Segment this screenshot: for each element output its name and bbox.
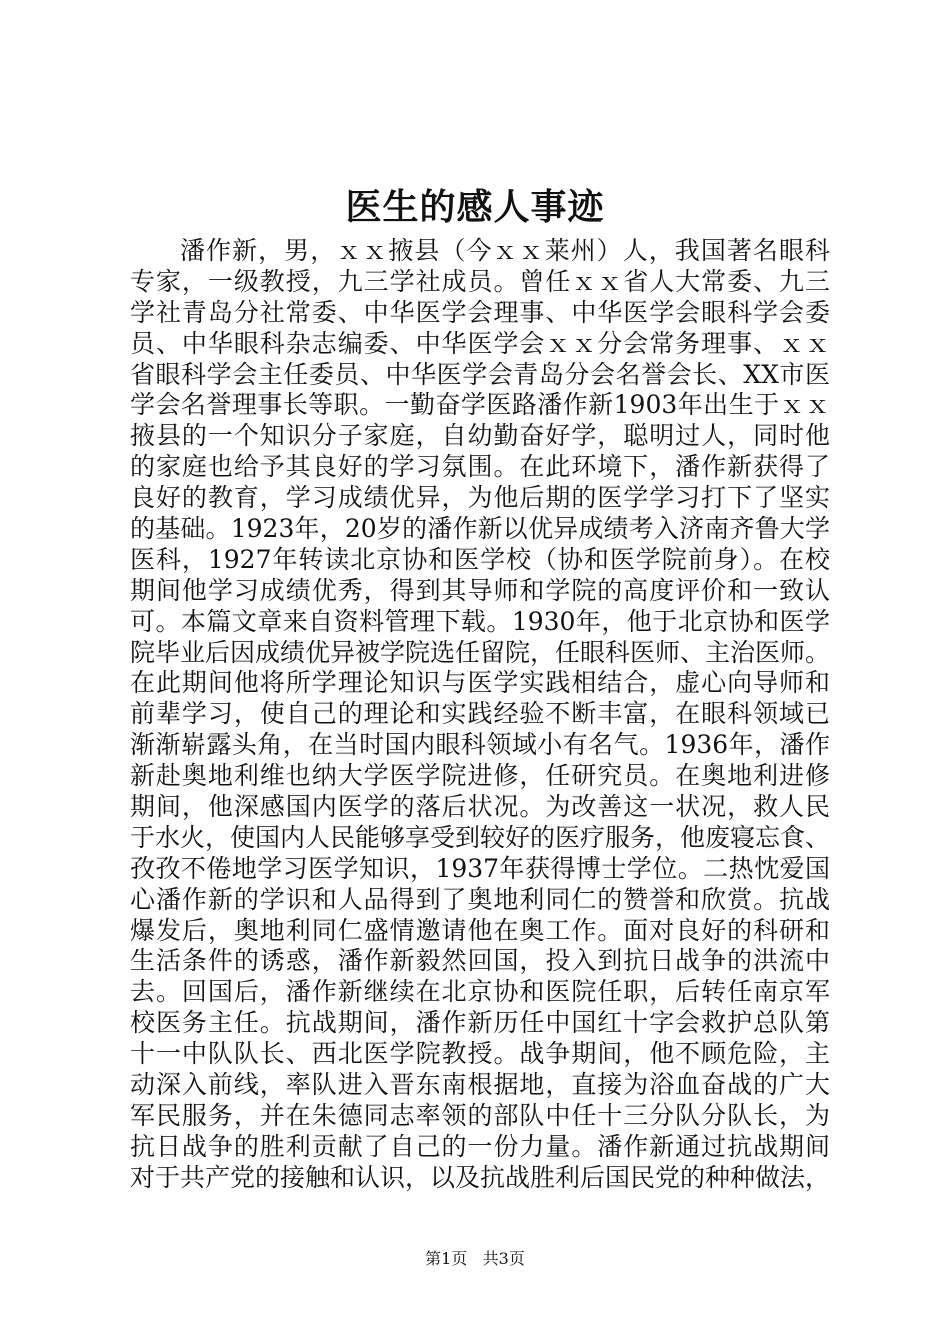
- body-line: 医科，1927年转读北京协和医学校（协和医学院前身）。在校: [130, 544, 830, 574]
- body-line: 省眼科学会主任委员、中华医学会青岛分会名誉会长、XX市医: [130, 359, 830, 389]
- body-line: 对于共产党的接触和认识，以及抗战胜利后国民党的种种做法，: [130, 1162, 831, 1192]
- body-line: 新赴奥地利维也纳大学医学院进修，任研究员。在奥地利进修: [130, 761, 830, 791]
- document-title: 医生的感人事迹: [345, 186, 605, 228]
- body-line: 军民服务，并在朱德同志率领的部队中任十三分队分队长，为: [130, 1100, 830, 1130]
- body-line: 动深入前线，率队进入晋东南根据地，直接为浴血奋战的广大: [130, 1070, 830, 1100]
- body-line: 爆发后，奥地利同仁盛情邀请他在奥工作。面对良好的科研和: [130, 915, 830, 945]
- page-number-current: 第1页: [425, 1249, 468, 1268]
- body-line: 校医务主任。抗战期间，潘作新历任中国红十字会救护总队第: [130, 1008, 830, 1038]
- body-line: 去。回国后，潘作新继续在北京协和医院任职，后转任南京军: [130, 977, 830, 1007]
- page-number-total: 共3页: [482, 1249, 525, 1268]
- body-line: 前辈学习，使自己的理论和实践经验不断丰富，在眼科领域已: [130, 699, 830, 729]
- body-line: 十一中队队长、西北医学院教授。战争期间，他不顾危险，主: [130, 1039, 830, 1069]
- body-line: 可。本篇文章来自资料管理下载。1930年，他于北京协和医学: [130, 606, 830, 636]
- body-line: 学社青岛分社常委、中华医学会理事、中华医学会眼科学会委: [130, 297, 830, 327]
- body-line: 潘作新，男，ｘｘ掖县（今ｘｘ莱州）人，我国著名眼科: [180, 236, 830, 265]
- body-line: 的家庭也给予其良好的学习氛围。在此环境下，潘作新获得了: [130, 452, 830, 482]
- body-line: 期间他学习成绩优秀，得到其导师和学院的高度评价和一致认: [130, 575, 830, 605]
- document-body: [130, 236, 830, 1194]
- body-line: 学会名誉理事长等职。一勤奋学医路潘作新1903年出生于ｘｘ: [130, 390, 830, 420]
- body-line: 的基础。1923年，20岁的潘作新以优异成绩考入济南齐鲁大学: [130, 514, 830, 544]
- body-line: 渐渐崭露头角，在当时国内眼科领域小有名气。1936年，潘作: [130, 730, 830, 760]
- body-line: 心潘作新的学识和人品得到了奥地利同仁的赞誉和欣赏。抗战: [130, 884, 830, 914]
- body-line: 院毕业后因成绩优异被学院选任留院，任眼科医师、主治医师。: [130, 637, 831, 667]
- body-line: 孜孜不倦地学习医学知识，1937年获得博士学位。二热忱爱国: [130, 853, 830, 883]
- body-line: 良好的教育，学习成绩优异，为他后期的医学学习打下了坚实: [130, 483, 830, 513]
- body-line: 抗日战争的胜利贡献了自己的一份力量。潘作新通过抗战期间: [130, 1131, 830, 1161]
- body-line: 期间，他深感国内医学的落后状况。为改善这一状况，救人民: [130, 792, 830, 822]
- body-line: 在此期间他将所学理论知识与医学实践相结合，虚心向导师和: [130, 668, 830, 698]
- body-line: 员、中华眼科杂志编委、中华医学会ｘｘ分会常务理事、ｘｘ: [130, 328, 830, 358]
- page-footer-separator: [472, 1249, 477, 1268]
- body-line: 掖县的一个知识分子家庭，自幼勤奋好学，聪明过人，同时他: [130, 421, 830, 451]
- page-footer: [0, 1249, 950, 1269]
- body-line: 生活条件的诱惑，潘作新毅然回国，投入到抗日战争的洪流中: [130, 946, 830, 976]
- body-line: 专家，一级教授，九三学社成员。曾任ｘｘ省人大常委、九三: [130, 266, 830, 296]
- body-line: 于水火，使国内人民能够享受到较好的医疗服务，他废寝忘食、: [130, 822, 831, 852]
